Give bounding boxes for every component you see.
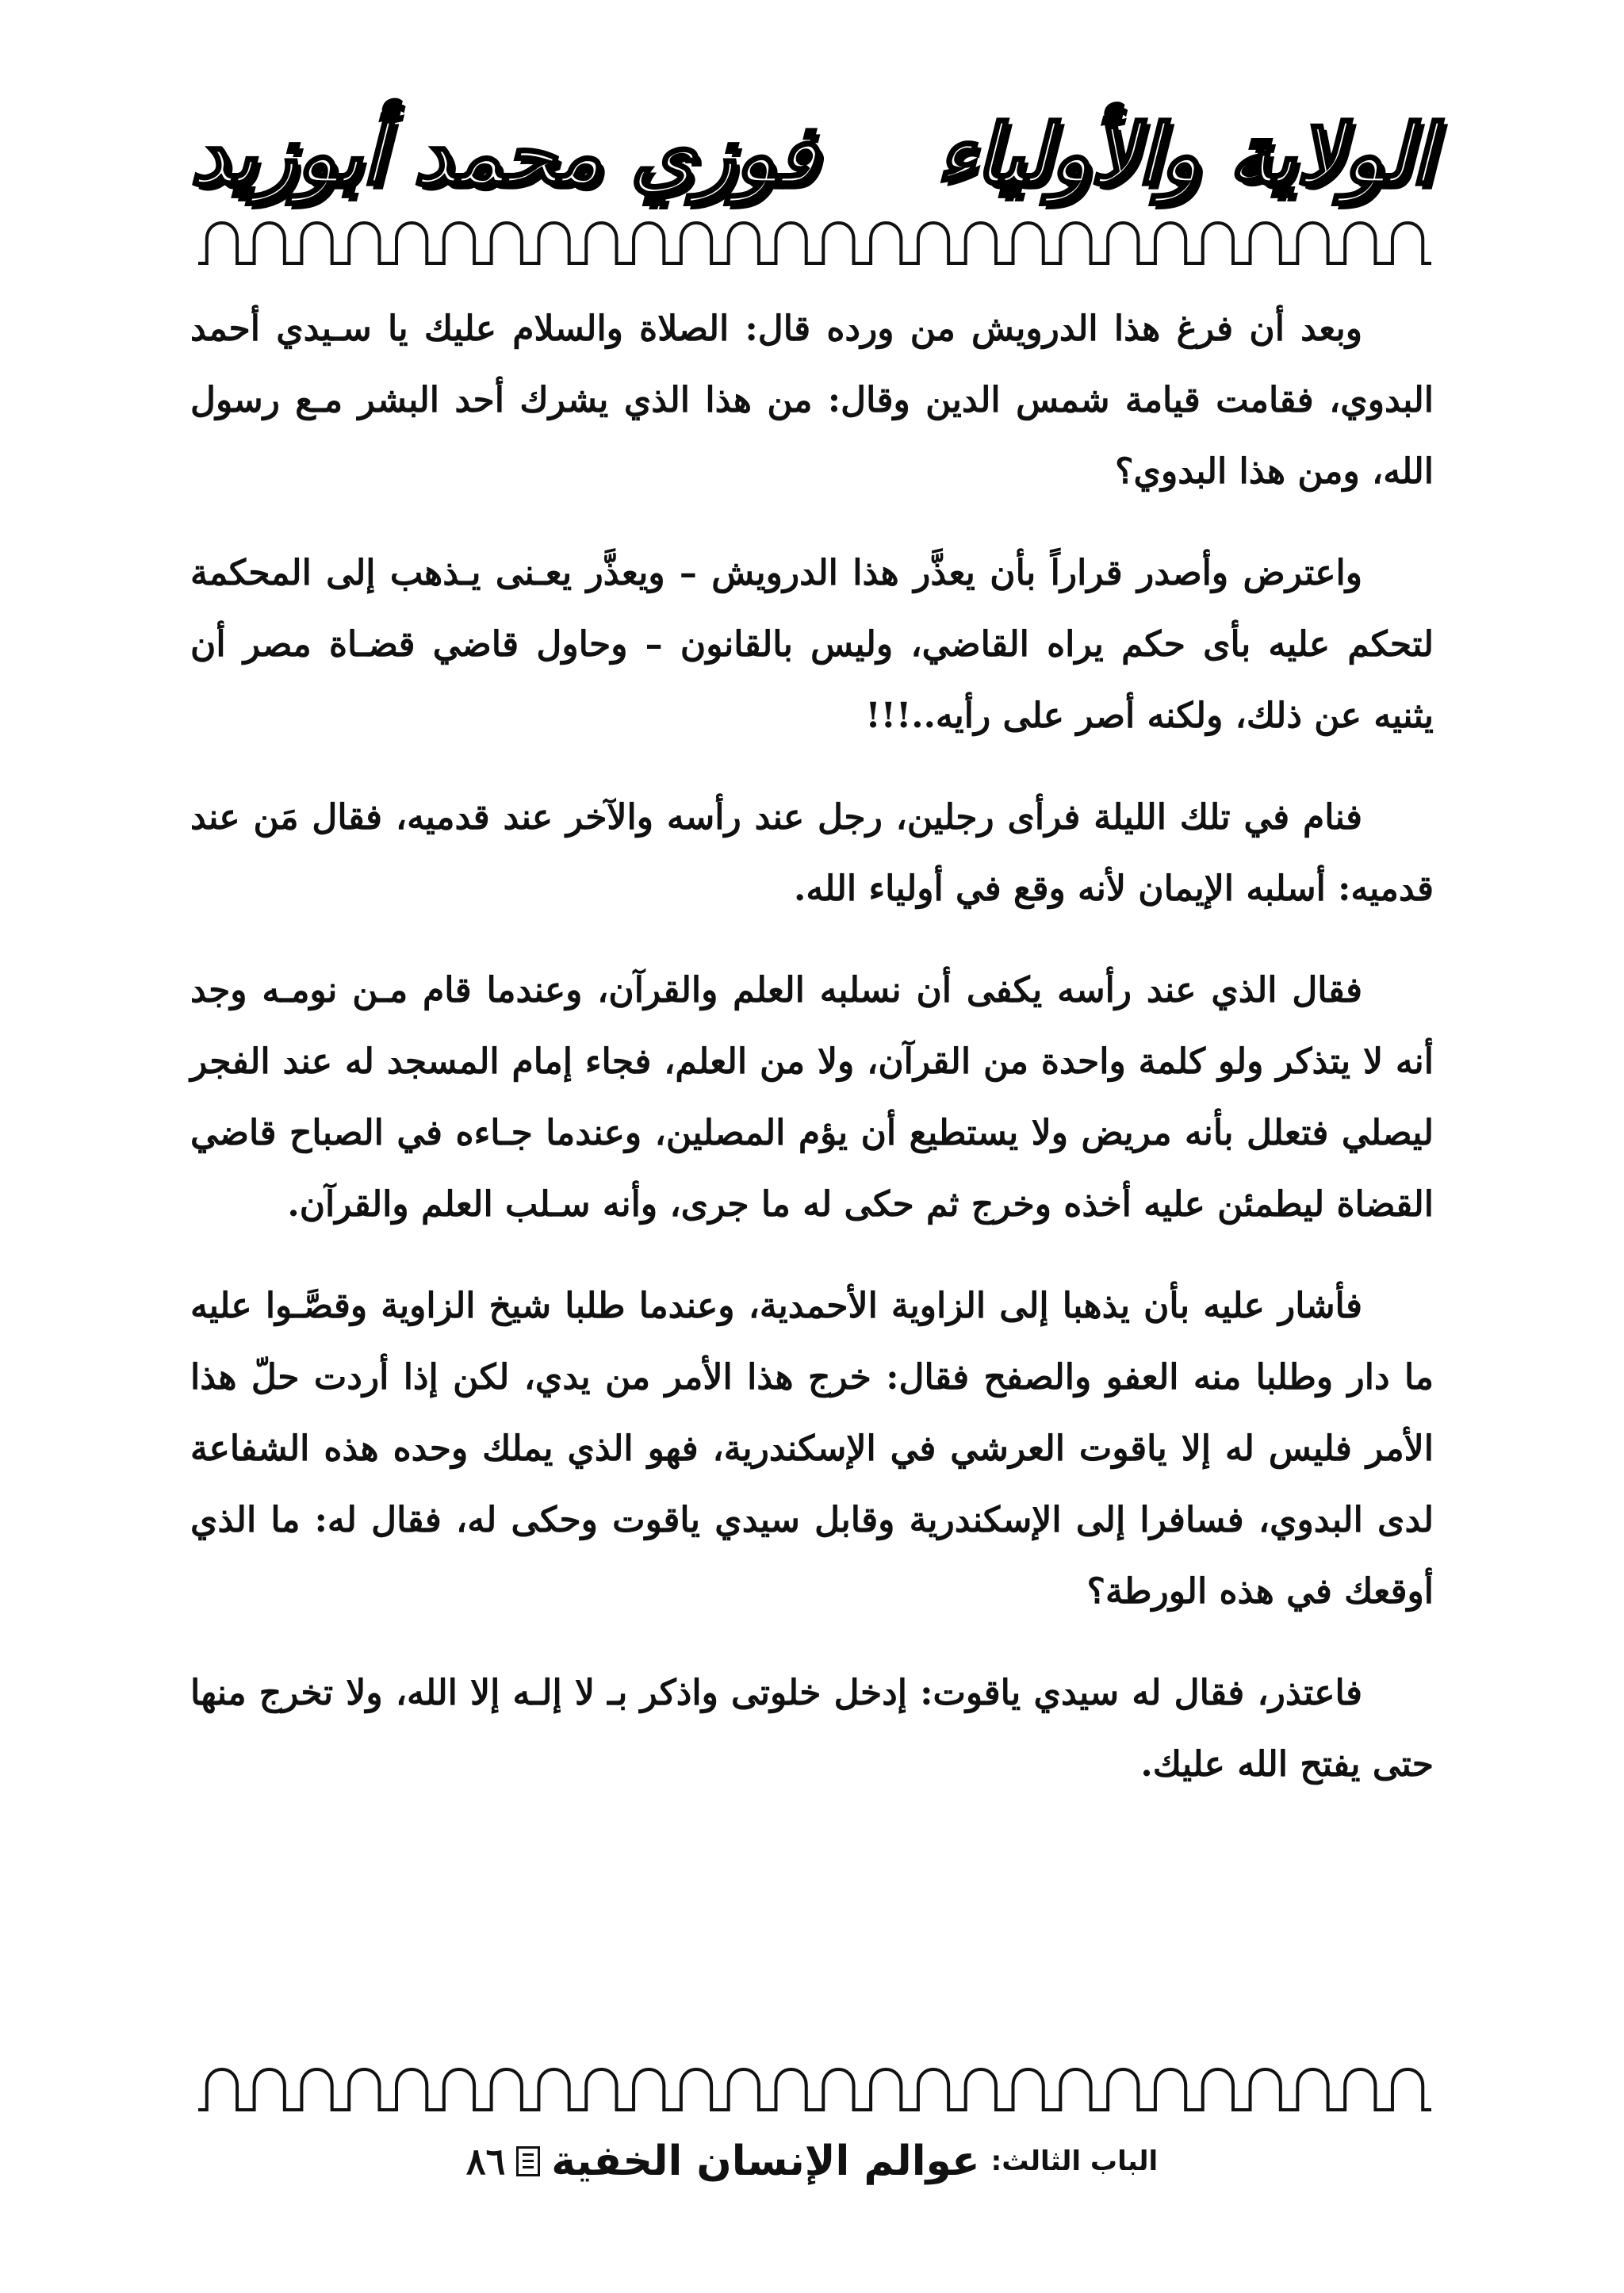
paragraph: فأشار عليه بأن يذهبا إلى الزاوية الأحمدية، وعندما طلبا شيخ الزاوية وقصَّـوا عليه ما دار وطلبا منه العفو والصفح فقال: خرج هذا الأمر من يدي، لكن إذا أردت حلّ هذا الأمر فليس له إلا ياقوت العرشي في الإسكندرية، فهو الذي يملك وحده هذه الشفاعة لدى البدوي، فسافرا إلى الإسكندرية وقابل سيدي ياقوت وحكى له، فقال له: ما الذي أوقعك في هذه الورطة؟ (190, 1286, 1434, 1612)
bottom-arch-ornament (198, 2059, 1431, 2115)
chapter-title: عوالم الإنسان الخفية (551, 2138, 980, 2185)
body-text (190, 293, 1434, 1831)
book-title: الولاية والأولياء (936, 106, 1434, 203)
author-name: فوزي محمد أبوزيد (190, 106, 818, 203)
paragraph: وبعد أن فرغ هذا الدرويش من ورده قال: الصلاة والسلام عليك يا سـيدي أحمد البدوي، فقامت قيامة شمس الدين وقال: من هذا الذي يشرك أحد البشر مـع رسول الله، ومن هذا البدوي؟ (190, 309, 1434, 492)
running-header (190, 95, 1434, 214)
top-arch-ornament (198, 213, 1431, 268)
page-footer (190, 2126, 1434, 2197)
paragraph: واعترض وأصدر قراراً بأن يعذَّر هذا الدرويش – ويعذَّر يعـنى يـذهب إلى المحكمة لتحكم عليه بأى حكم يراه القاضي، وليس بالقانون – وحاول قاضي قضـاة مصر أن يثنيه عن ذلك، ولكنه أصر على رأيه..!!! (190, 553, 1434, 736)
chapter-label: الباب الثالث: (990, 2145, 1159, 2177)
page-number: ٨٦ (465, 2140, 506, 2183)
book-page-icon (516, 2146, 540, 2176)
paragraph: فنام في تلك الليلة فرأى رجلين، رجل عند رأسه والآخر عند قدميه، فقال مَن عند قدميه: أسلبه الإيمان لأنه وقع في أولياء الله. (190, 797, 1434, 909)
paragraph: فاعتذر، فقال له سيدي ياقوت: إدخل خلوتى واذكر بـ لا إلـه إلا الله، ولا تخرج منها حتى يفتح الله عليك. (190, 1673, 1434, 1785)
arch-path (198, 2069, 1431, 2110)
arch-path (198, 223, 1431, 263)
paragraph: فقال الذي عند رأسه يكفى أن نسلبه العلم والقرآن، وعندما قام مـن نومـه وجد أنه لا يتذكر ولو كلمة واحدة من القرآن، ولا من العلم، فجاء إمام المسجد له عند الفجر ليصلي فتعلل بأنه مريض ولا يستطيع أن يؤم المصلين، وعندما جـاءه في الصباح قاضي القضاة ليطمئن عليه أخذه وخرج ثم حكى له ما جرى، وأنه سـلب العلم والقرآن. (190, 970, 1434, 1225)
